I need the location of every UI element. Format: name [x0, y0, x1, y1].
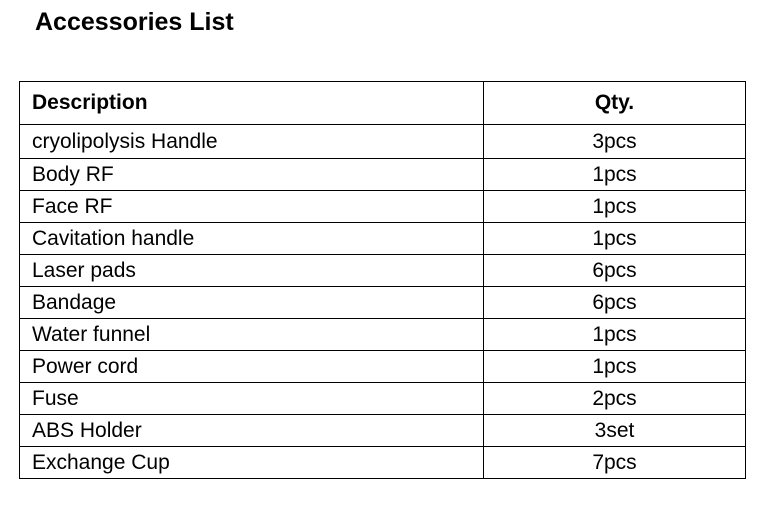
table-row	[20, 223, 746, 255]
page-title: Accessories List	[35, 8, 234, 36]
table-row	[20, 351, 746, 383]
qty-cell: 2pcs	[484, 383, 746, 415]
table-row	[20, 287, 746, 319]
description-cell: Cavitation handle	[20, 223, 484, 255]
table-row	[20, 255, 746, 287]
description-cell: Power cord	[20, 351, 484, 383]
description-cell: Bandage	[20, 287, 484, 319]
table-row	[20, 125, 746, 159]
qty-cell: 6pcs	[484, 287, 746, 319]
qty-cell: 1pcs	[484, 159, 746, 191]
description-cell: Exchange Cup	[20, 447, 484, 479]
qty-cell: 1pcs	[484, 223, 746, 255]
description-cell: Face RF	[20, 191, 484, 223]
table-row	[20, 191, 746, 223]
accessories-table	[19, 81, 746, 479]
qty-cell: 1pcs	[484, 351, 746, 383]
qty-cell: 3set	[484, 415, 746, 447]
description-cell: Fuse	[20, 383, 484, 415]
description-cell: Laser pads	[20, 255, 484, 287]
qty-cell: 3pcs	[484, 125, 746, 159]
qty-cell: 1pcs	[484, 319, 746, 351]
description-cell: Water funnel	[20, 319, 484, 351]
table-header-row	[20, 82, 746, 125]
table-row	[20, 415, 746, 447]
description-column-header: Description	[20, 82, 484, 125]
qty-column-header: Qty.	[484, 82, 746, 125]
table-row	[20, 159, 746, 191]
qty-cell: 1pcs	[484, 191, 746, 223]
description-cell: ABS Holder	[20, 415, 484, 447]
table-row	[20, 319, 746, 351]
description-cell: Body RF	[20, 159, 484, 191]
description-cell: cryolipolysis Handle	[20, 125, 484, 159]
qty-cell: 7pcs	[484, 447, 746, 479]
table-row	[20, 383, 746, 415]
qty-cell: 6pcs	[484, 255, 746, 287]
table-row	[20, 447, 746, 479]
